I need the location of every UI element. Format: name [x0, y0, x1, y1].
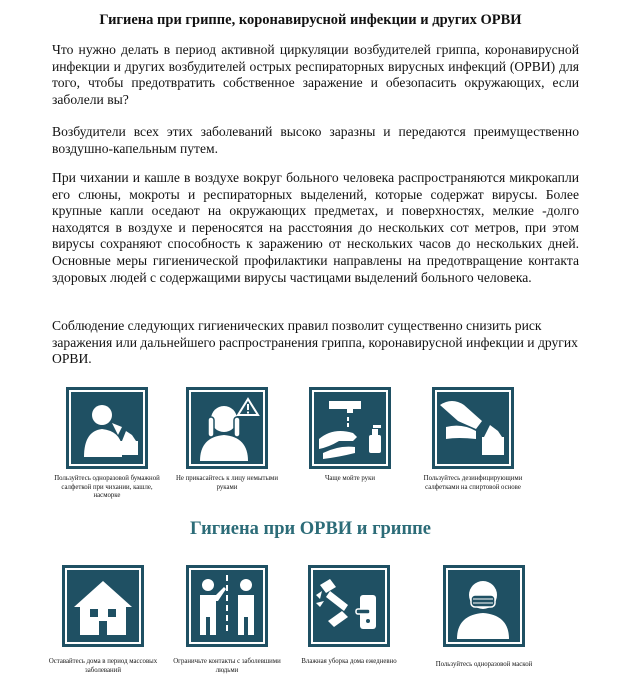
tile-caption-limit-contacts: Ограничьте контакты с заболевшими людьми — [173, 658, 281, 674]
tile-caption-wet-cleaning: Влажная уборка дома ежедневно — [301, 658, 397, 665]
tile-caption-mask: Пользуйтесь одноразовой маской — [435, 661, 533, 668]
document-title: Гигиена при гриппе, коронавирусной инфекции и других ОРВИ — [99, 12, 522, 28]
paragraph-droplets: При чихании и кашле в воздухе вокруг больного человека распространяются микрокапли его слюны, мокроты и респираторных выделений, которые содержат вирусы. Более крупные капли оседают на окружающих предметах, и поверхностях, мелкие -долго находятся в воздухе и переносятся на расстояния до нескольких сот метров, при этом вирусы сохраняют способность к заражению от нескольких часов до нескольких дней. Основные меры гигиенической профилактики направлены на предотвращение контакта здоровых людей с содержащими вирусы частицами выделений больного человека. — [52, 170, 579, 285]
paragraph-rules: Соблюдение следующих гигиенических правил позволит существенно снизить риск заражения или дальнейшего распространения гриппа, коронавирусной инфекции и других ОРВИ. — [52, 318, 578, 367]
tile-caption-stay-home: Оставайтесь дома в период массовых заболеваний — [48, 658, 158, 674]
tissue-cough-icon — [66, 387, 148, 469]
tile-caption-tissue: Пользуйтесь одноразовой бумажной салфеткой при чихании, кашле, насморке — [54, 475, 160, 500]
tile-caption-no-face-touch: Не прикасайтесь к лицу немытыми руками — [175, 475, 278, 491]
face-mask-icon — [443, 565, 525, 647]
house-icon — [62, 565, 144, 647]
disinfect-wipes-icon — [432, 387, 514, 469]
paragraph-intro: Что нужно делать в период активной циркуляции возбудителей гриппа, коронавирусной инфекции и других возбудителей острых респираторных вирусных инфекций (ОРВИ) для того, чтобы предотвратить собственное заражение и обезопасить окружающих, если заболели вы? — [52, 42, 579, 107]
hand-washing-icon — [309, 387, 391, 469]
social-distance-icon — [186, 565, 268, 647]
tile-caption-wipes: Пользуйтесь дезинфицирующими салфетками на спиртовой основе — [423, 475, 523, 491]
paragraph-transmission: Возбудители всех этих заболеваний высоко заразны и передаются преимущественно воздушно-капельным путем. — [52, 124, 579, 156]
no-face-touch-icon — [186, 387, 268, 469]
infographic-title: Гигиена при ОРВИ и гриппе — [190, 519, 431, 539]
tile-caption-hand-washing: Чаще мойте руки — [324, 475, 376, 482]
wet-cleaning-icon — [308, 565, 390, 647]
